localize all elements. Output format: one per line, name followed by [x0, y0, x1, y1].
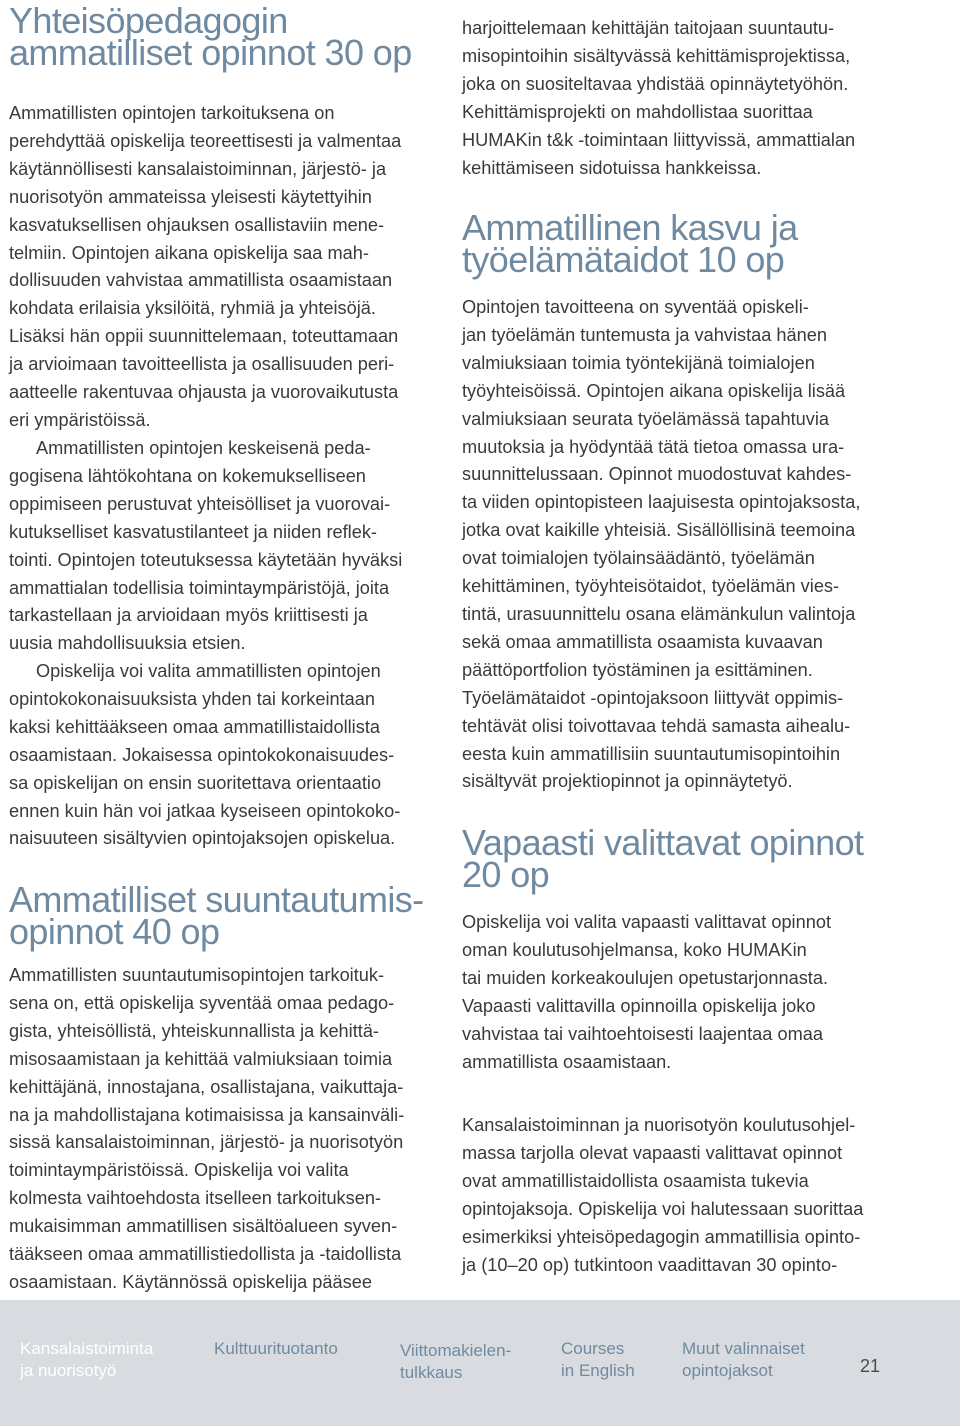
paragraph [462, 1112, 863, 1279]
footer-nav-bar [0, 1300, 960, 1426]
text-line: misopintoihin sisältyvässä kehittämisprojektissa, [462, 45, 851, 66]
text-line: Työelämätaidot -opintojaksoon liittyvät oppimis- [462, 687, 844, 708]
heading-yhteisopedagogin-ammatilliset-opinnot [9, 0, 449, 73]
nav-tab-courses-in-english[interactable] [561, 1338, 635, 1382]
text-line: päättöportfolion työstäminen ja esittäminen. [462, 659, 813, 680]
text-line: mukaisimman ammatillisen sisältöalueen syven- [9, 1216, 398, 1237]
nav-tab-label: Muut valinnaiset [682, 1339, 805, 1358]
text-line: tai muiden korkeakoulujen opetustarjonnasta. [462, 967, 829, 988]
text-line: ammatillista osaamistaan. [462, 1051, 672, 1072]
text-line: eri ympäristöissä. [9, 409, 151, 430]
text-line: tarkastellaan ja arvioidaan myös kriittisesti ja [9, 605, 368, 626]
heading-ammatilliset-suuntautumisopinnot [9, 879, 449, 952]
text-line: joka on suositeltavaa yhdistää opinnäytetyöhön. [462, 73, 849, 94]
paragraph [9, 435, 402, 658]
text-line: kutukselliset kasvatustilanteet ja niiden reflek- [9, 521, 377, 542]
nav-tab-viittomakielentulkkaus[interactable] [400, 1340, 511, 1384]
text-line: valmiuksiaan seurata työelämässä tapahtuvia [462, 408, 829, 429]
heading-line: Ammatilliset suuntautumis- [9, 879, 424, 920]
text-line: opintojaksoja. Opiskelija voi halutessaan suorittaa [462, 1198, 864, 1219]
text-line: jotka ovat kaikille yhteisiä. Sisällöllisinä teemoina [462, 520, 856, 541]
nav-tab-kansalaistoiminta[interactable] [20, 1338, 153, 1382]
text-line: gogisena lähtökohtana on kokemukselliseen [9, 465, 366, 486]
text-line: tääkseen omaa ammatillistiedollista ja -taidollista [9, 1244, 402, 1265]
text-line: ovat ammatillistaidollista osaamista tukevia [462, 1170, 809, 1191]
heading-line: 20 op [462, 854, 550, 895]
text-line: tintä, urasuunnittelu osana elämänkulun valintoja [462, 603, 856, 624]
heading-ammatillinen-kasvu [462, 207, 902, 280]
text-line: tointi. Opintojen toteutuksessa käytetään hyväksi [9, 549, 403, 570]
nav-tab-kulttuurituotanto[interactable] [214, 1338, 338, 1360]
nav-tab-label: Courses [561, 1339, 625, 1358]
text-line: Opintojen tavoitteena on syventää opiskeli- [462, 297, 809, 317]
text-line: muutoksia ja hyödyntää tätä tietoa omassa ura- [462, 436, 845, 457]
text-line: kehittäminen, työyhteisötaidot, työelämän vies- [462, 576, 840, 597]
text-line: kasvatuksellisen ohjauksen osallistaviin mene- [9, 214, 385, 235]
text-line: na ja mahdollistajana kotimaisissa ja kansainväli- [9, 1104, 405, 1125]
text-line: eesta kuin ammatillisiin suuntautumisopintoihin [462, 743, 841, 764]
nav-tab-label: opintojaksot [682, 1361, 773, 1380]
text-line: perehdyttää opiskelija teoreettisesti ja valmentaa [9, 130, 402, 151]
text-line: Opiskelija voi valita vapaasti valittavat opinnot [462, 912, 831, 932]
paragraph [462, 15, 855, 182]
text-line: opintokokonaisuuksista yhden tai korkeintaan [9, 688, 376, 709]
text-line: massa tarjolla olevat vapaasti valittavat opinnot [462, 1142, 843, 1163]
text-line: HUMAKin t&k -toimintaan liittyvissä, ammattialan [462, 129, 856, 150]
text-line: osaamistaan. Jokaisessa opintokokonaisuudes- [9, 744, 395, 765]
paragraph [462, 294, 860, 796]
text-line: Vapaasti valittavilla opinnoilla opiskelija joko [462, 995, 816, 1016]
text-line: kohdata erilaisia yksilöitä, ryhmiä ja yhteisöjä. [9, 298, 376, 319]
text-line: esimerkiksi yhteisöpedagogin ammatillisia opinto- [462, 1226, 861, 1247]
text-line: Ammatillisten suuntautumisopintojen tarkoituk- [9, 965, 385, 985]
heading-line: Vapaasti valittavat opinnot [462, 822, 864, 863]
text-line: Ammatillisten opintojen tarkoituksena on [9, 103, 335, 123]
text-line: sekä omaa ammatillista osaamista kuvaavan [462, 631, 823, 652]
text-line: sissä kansalaistoiminnan, järjestö- ja nuorisotyön [9, 1132, 404, 1153]
heading-line: Ammatillinen kasvu ja [462, 207, 798, 248]
nav-tab-muut-valinnaiset[interactable] [682, 1338, 805, 1382]
text-line: valmiuksiaan toimia työntekijänä toimialojen [462, 352, 815, 373]
text-line: ammattialan todellisia toimintaympäristöjä, joita [9, 577, 390, 598]
heading-line: Yhteisöpedagogin [9, 0, 288, 41]
text-line: kaksi kehittääkseen omaa ammatillistaidollista [9, 716, 380, 737]
paragraph [462, 909, 831, 1076]
text-line: oppimiseen perustuvat yhteisölliset ja vuorovai- [9, 493, 391, 514]
text-line: ennen kuin hän voi jatkaa kyseiseen opintokoko- [9, 800, 401, 821]
text-line: uusia mahdollisuuksia etsien. [9, 633, 246, 654]
text-line: telmiin. Opintojen aikana opiskelija saa mah- [9, 242, 369, 263]
text-line: työyhteisöissä. Opintojen aikana opiskelija lisää [462, 380, 846, 401]
text-line: suunnittelussaan. Opinnot muodostuvat kahdes- [462, 464, 852, 485]
text-line: kehittäjänä, innostajana, osallistajana, vaikuttaja- [9, 1076, 404, 1097]
heading-vapaasti-valittavat-opinnot [462, 822, 902, 895]
text-line: oman koulutusohjelmansa, koko HUMAKin [462, 939, 807, 960]
paragraph [9, 658, 400, 853]
nav-tab-label: Kansalaistoiminta [20, 1339, 154, 1358]
text-line: sena on, että opiskelija syventää omaa pedago- [9, 992, 395, 1013]
text-line: ja arvioimaan tavoitteellista ja osallisuuden peri- [9, 354, 395, 375]
heading-line: työelämätaidot 10 op [462, 239, 785, 280]
text-line: käytännöllisesti kansalaistoiminnan, järjestö- ja [9, 158, 387, 179]
nav-tab-label: ja nuorisotyö [20, 1361, 117, 1380]
text-line: sa opiskelijan on ensin suoritettava orientaatio [9, 772, 382, 793]
text-line: sisältyvät projektiopinnot ja opinnäytetyö. [462, 771, 793, 792]
text-line: aatteelle rakentuvaa ohjausta ja vuorovaikutusta [9, 382, 399, 403]
paragraph [9, 962, 404, 1297]
text-line: osaamistaan. Käytännössä opiskelija pääsee [9, 1271, 372, 1292]
text-line: Lisäksi hän oppii suunnittelemaan, toteuttamaan [9, 326, 399, 347]
paragraph [9, 100, 401, 435]
text-line: Ammatillisten opintojen keskeisenä peda- [36, 438, 371, 458]
text-line: kehittämiseen sidotuissa hankkeissa. [462, 157, 762, 178]
text-line: harjoittelemaan kehittäjän taitojaan suuntautu- [462, 18, 835, 38]
nav-tab-label: in English [561, 1361, 635, 1380]
text-line: kolmesta vaihtoehdosta itselleen tarkoituksen- [9, 1188, 382, 1209]
nav-tab-label: Viittomakielen- [400, 1341, 512, 1360]
text-line: Kansalaistoiminnan ja nuorisotyön koulutusohjel- [462, 1115, 856, 1135]
text-line: misosaamistaan ja kehittää valmiuksiaan toimia [9, 1048, 393, 1069]
text-line: ja (10–20 op) tutkintoon vaadittavan 30 opinto- [462, 1254, 838, 1275]
text-line: Opiskelija voi valita ammatillisten opintojen [36, 661, 381, 681]
text-line: toimintaympäristöissä. Opiskelija voi valita [9, 1160, 349, 1181]
text-line: dollisuuden vahvistaa ammatillista osaamistaan [9, 270, 393, 291]
heading-line: opinnot 40 op [9, 911, 220, 952]
text-line: gista, yhteisöllistä, yhteiskunnallista ja kehittä- [9, 1020, 379, 1041]
text-line: naisuuteen sisältyvien opintojaksojen opiskelua. [9, 828, 396, 849]
text-line: nuorisotyön ammateissa yleisesti käytettyihin [9, 186, 372, 207]
text-line: tehtävät olisi toivottavaa tehdä samasta aihealu- [462, 715, 851, 736]
text-line: vahvistaa tai vaihtoehtoisesti laajentaa omaa [462, 1023, 823, 1044]
text-line: ta viiden opintopisteen laajuisesta opintojaksosta, [462, 492, 861, 513]
heading-line: ammatilliset opinnot 30 op [9, 32, 412, 73]
text-line: Kehittämisprojekti on mahdollistaa suorittaa [462, 101, 813, 122]
text-line: jan työelämän tuntemusta ja vahvistaa hänen [462, 324, 827, 345]
nav-tab-label: Kulttuurituotanto [214, 1339, 338, 1358]
page-number: 21 [860, 1356, 881, 1376]
nav-tab-label: tulkkaus [400, 1363, 463, 1382]
text-line: ovat toimialojen työlainsäädäntö, työelämän [462, 548, 815, 569]
